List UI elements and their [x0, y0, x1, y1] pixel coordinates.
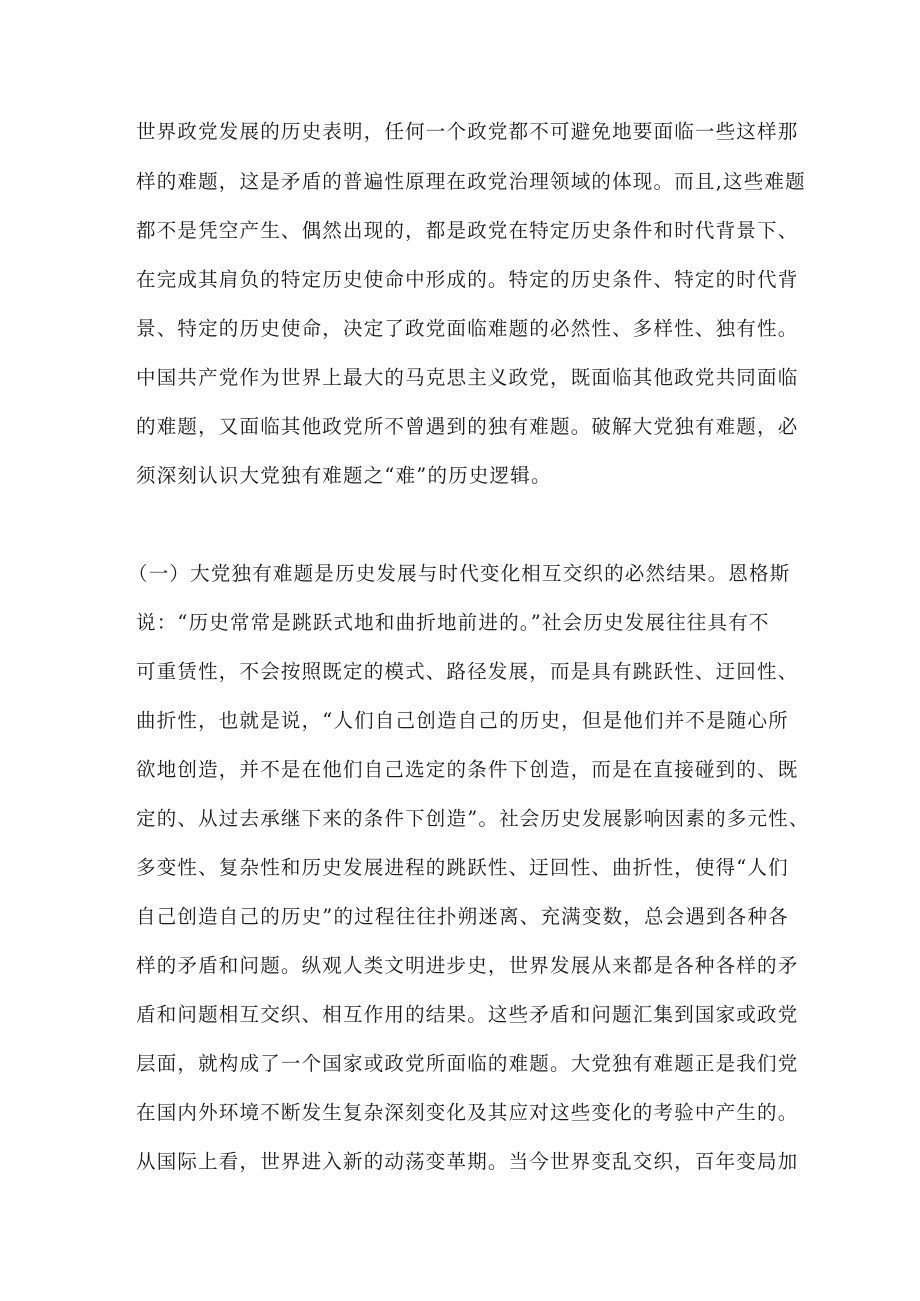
text-line: 样的难题，这是矛盾的普遍性原理在政党治理领域的体现。而且,这些难题	[136, 170, 806, 193]
text-line: 样的矛盾和问题。纵观人类文明进步史，世界发展从来都是各种各样的矛	[136, 954, 799, 977]
text-line: 定的、从过去承继下来的条件下创造”。社会历史发展影响因素的多元性、	[136, 807, 810, 830]
text-line: 欲地创造，并不是在他们自己选定的条件下创造，而是在直接碰到的、既	[136, 758, 799, 781]
text-line: 自己创造自己的历史”的过程往往扑朔迷离、充满变数，总会遇到各种各	[136, 905, 789, 928]
text-line: 从国际上看，世界进入新的动荡变革期。当今世界变乱交织，百年变局加	[136, 1150, 799, 1173]
text-line: 在完成其肩负的特定历史使命中形成的。特定的历史条件、特定的时代背	[136, 268, 799, 291]
text-line: 说：“历史常常是跳跃式地和曲折地前进的。”社会历史发展往往具有不	[136, 611, 770, 634]
text-line: 在国内外环境不断发生复杂深刻变化及其应对这些变化的考验中产生的。	[136, 1101, 799, 1124]
text-line: 可重赁性，不会按照既定的模式、路径发展，而是具有跳跃性、迂回性、	[136, 660, 799, 683]
text-line: 盾和问题相互交织、相互作用的结果。这些矛盾和问题汇集到国家或政党	[136, 1003, 799, 1026]
text-line: 世界政党发展的历史表明，任何一个政党都不可避免地要面临一些这样那	[136, 120, 799, 143]
text-line: 景、特定的历史使命，决定了政党面临难题的必然性、多样性、独有性。	[136, 317, 799, 340]
text-line: 都不是凭空产生、偶然出现的，都是政党在特定历史条件和时代背景下、	[136, 219, 799, 242]
text-line: 曲折性，也就是说，“人们自己创造自己的历史，但是他们并不是随心所	[136, 709, 789, 732]
text-line: （一）大党独有难题是历史发展与时代变化相互交织的必然结果。恩格斯	[128, 562, 791, 585]
text-line: 须深刻认识大党独有难题之“难”的历史逻辑。	[136, 464, 552, 487]
text-line: 中国共产党作为世界上最大的马克思主义政党，既面临其他政党共同面临	[136, 366, 799, 389]
text-line: 的难题，又面临其他政党所不曾遇到的独有难题。破解大党独有难题，必	[136, 415, 799, 438]
text-line: 层面，就构成了一个国家或政党所面临的难题。大党独有难题正是我们党	[136, 1052, 799, 1075]
text-line: 多变性、复杂性和历史发展进程的跳跃性、迂回性、曲折性，使得“人们	[136, 856, 789, 879]
